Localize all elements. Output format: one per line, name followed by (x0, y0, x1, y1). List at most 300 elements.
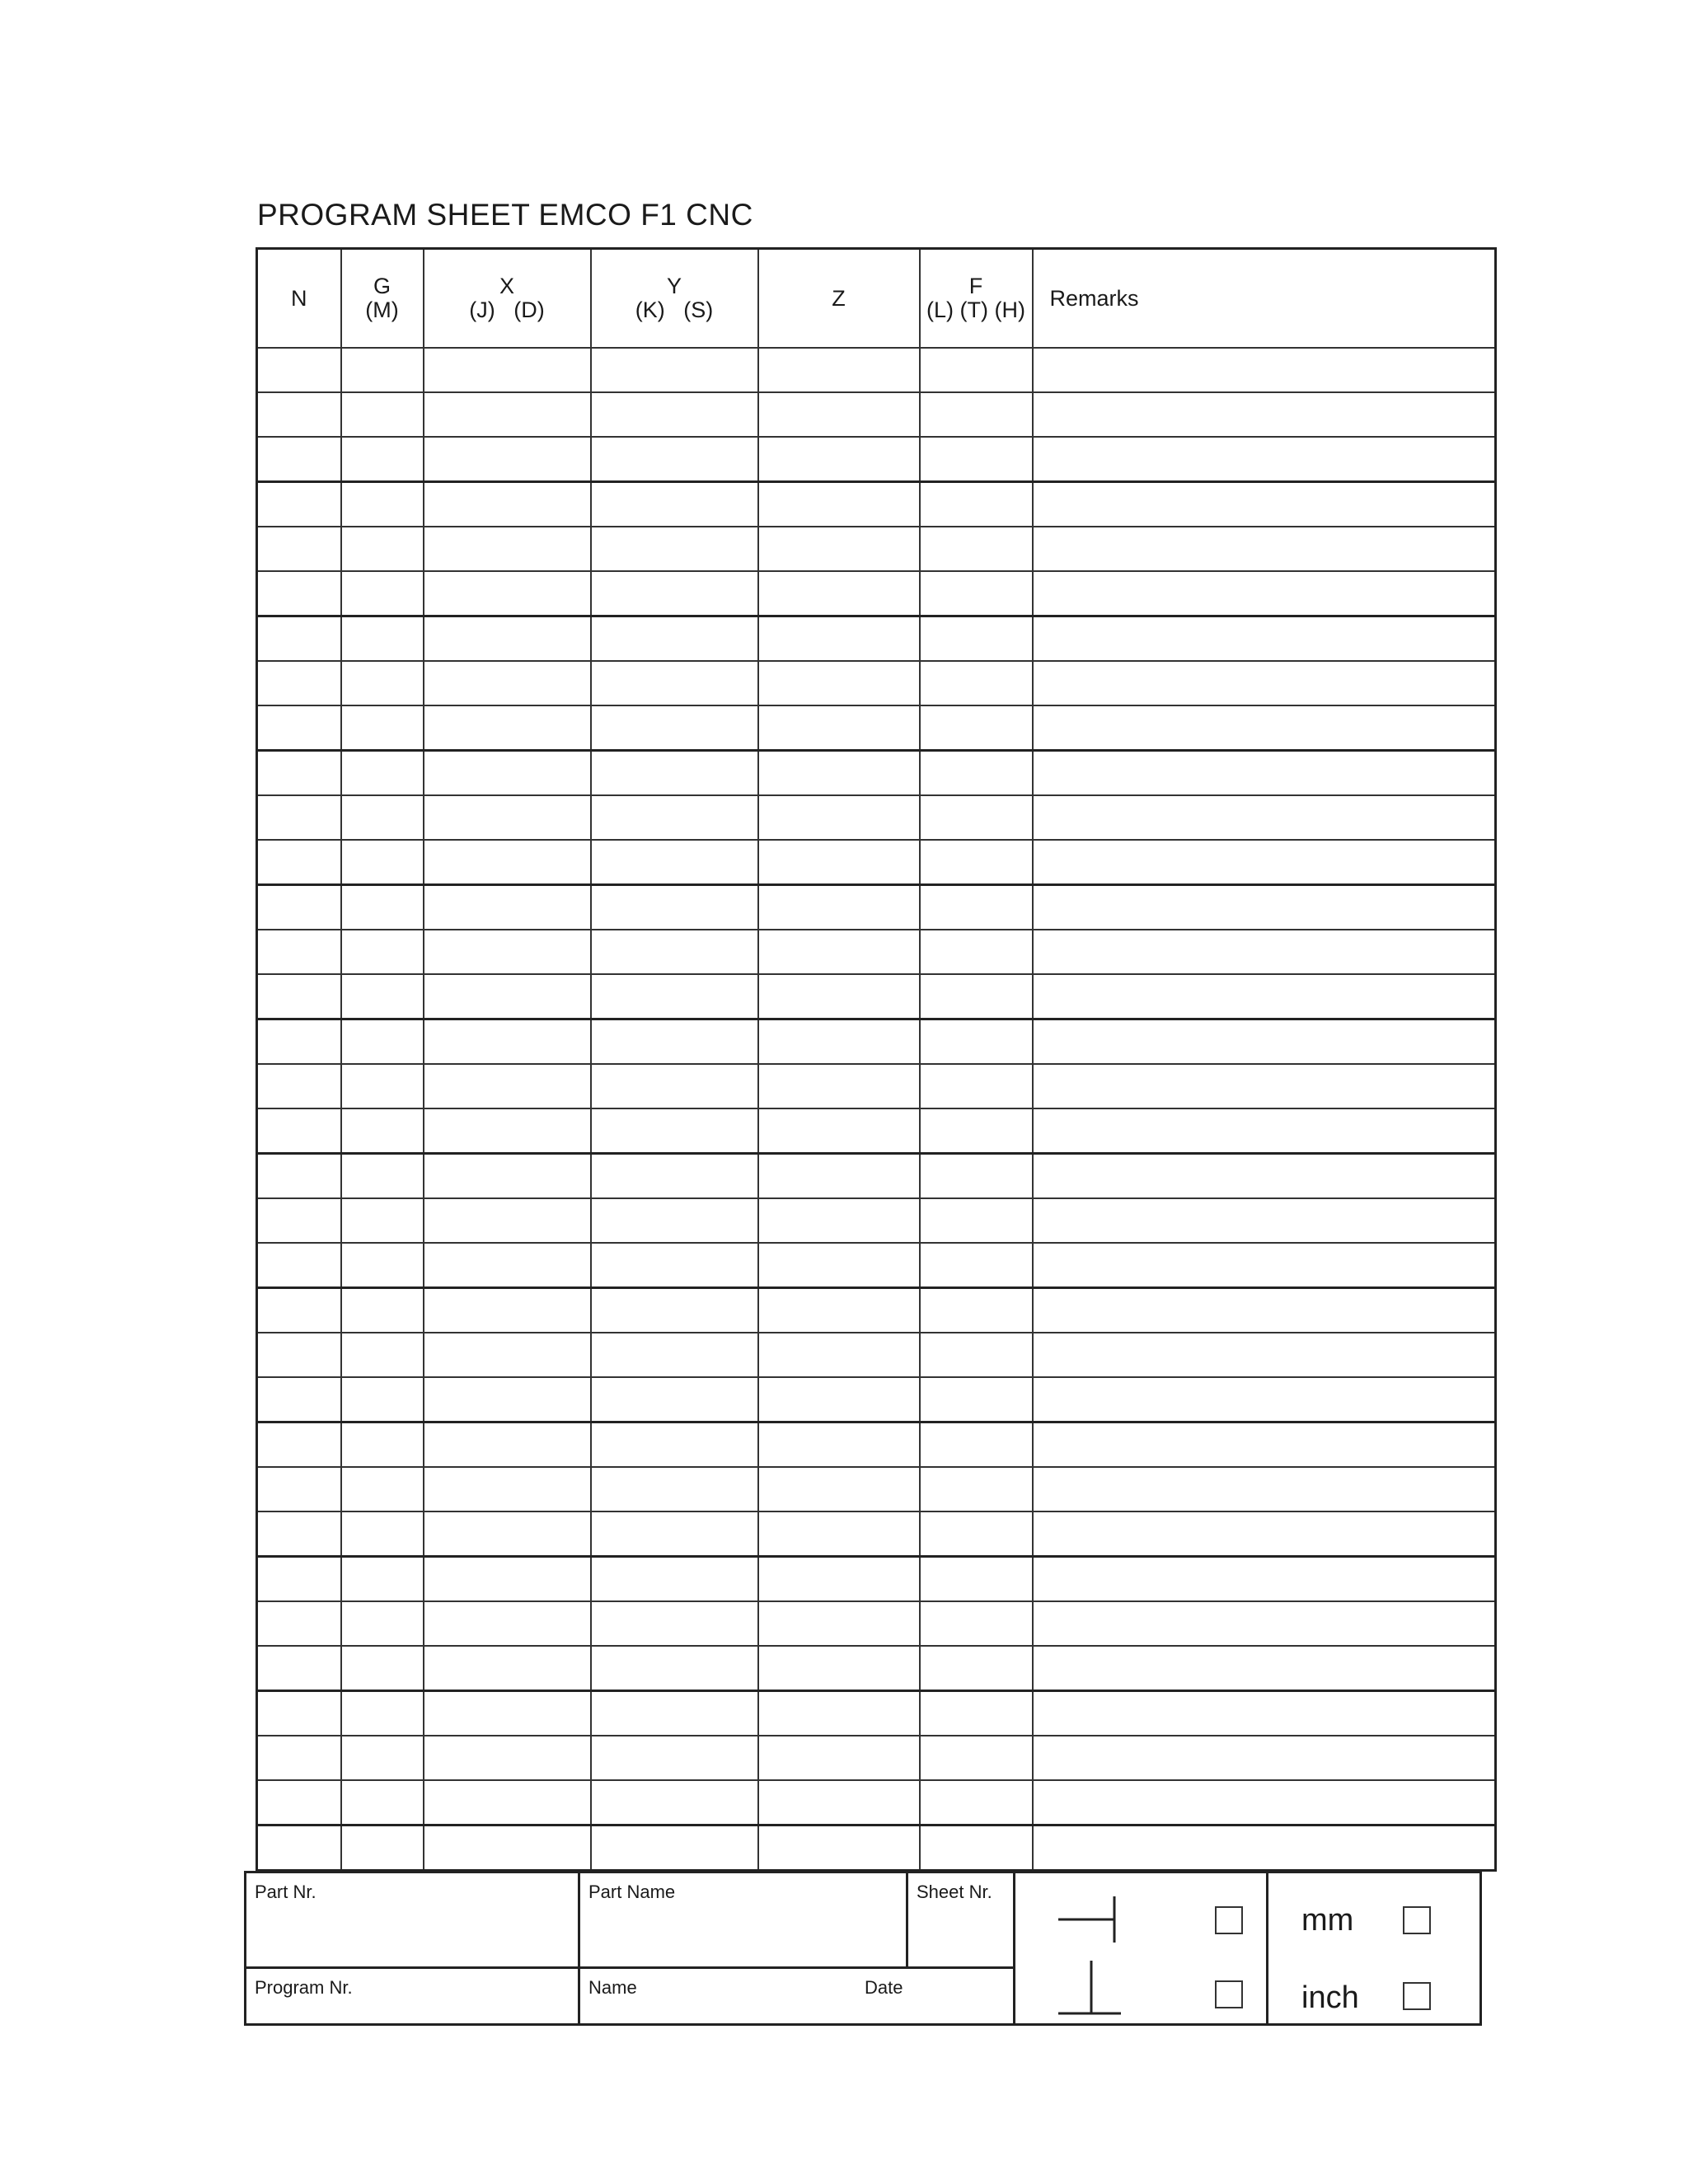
cell-z[interactable] (758, 1064, 920, 1108)
cell-x[interactable] (424, 751, 591, 796)
table-row (257, 1064, 1496, 1108)
table-row (257, 1377, 1496, 1422)
cell-f[interactable] (920, 1288, 1033, 1333)
cell-z[interactable] (758, 705, 920, 751)
cell-z[interactable] (758, 392, 920, 437)
horizontal-tool-axis-icon (1058, 1961, 1124, 2018)
cell-n[interactable] (257, 1333, 341, 1377)
cell-x[interactable] (424, 348, 591, 392)
table-row (257, 571, 1496, 616)
col-header-n: N (257, 249, 341, 349)
cell-g[interactable] (341, 1019, 424, 1065)
cell-z[interactable] (758, 1557, 920, 1602)
table-row (257, 1019, 1496, 1065)
cell-remarks[interactable] (1033, 661, 1496, 705)
cell-n[interactable] (257, 1019, 341, 1065)
inch-checkbox[interactable] (1403, 1982, 1431, 2010)
cell-n[interactable] (257, 1736, 341, 1780)
col-header-remarks: Remarks (1033, 249, 1496, 349)
cell-f[interactable] (920, 840, 1033, 885)
cell-remarks[interactable] (1033, 1019, 1496, 1065)
cell-remarks[interactable] (1033, 1377, 1496, 1422)
cell-n[interactable] (257, 616, 341, 662)
cell-g[interactable] (341, 1511, 424, 1557)
cell-g[interactable] (341, 1288, 424, 1333)
cell-n[interactable] (257, 1511, 341, 1557)
cell-g[interactable] (341, 437, 424, 482)
cell-x[interactable] (424, 1736, 591, 1780)
cell-f[interactable] (920, 1377, 1033, 1422)
cell-g[interactable] (341, 1646, 424, 1691)
cell-g[interactable] (341, 1825, 424, 1871)
cell-remarks[interactable] (1033, 1691, 1496, 1736)
cell-f[interactable] (920, 616, 1033, 662)
cell-remarks[interactable] (1033, 392, 1496, 437)
cell-x[interactable] (424, 974, 591, 1019)
cell-remarks[interactable] (1033, 616, 1496, 662)
cell-g[interactable] (341, 1601, 424, 1646)
cell-y[interactable] (591, 1691, 758, 1736)
cell-f[interactable] (920, 661, 1033, 705)
table-row (257, 795, 1496, 840)
cell-n[interactable] (257, 1064, 341, 1108)
cell-y[interactable] (591, 1467, 758, 1511)
cell-n[interactable] (257, 348, 341, 392)
cell-f[interactable] (920, 437, 1033, 482)
cell-x[interactable] (424, 840, 591, 885)
cell-x[interactable] (424, 392, 591, 437)
cell-remarks[interactable] (1033, 1467, 1496, 1511)
cell-z[interactable] (758, 1198, 920, 1243)
cell-x[interactable] (424, 482, 591, 527)
cell-z[interactable] (758, 437, 920, 482)
cell-n[interactable] (257, 795, 341, 840)
cell-y[interactable] (591, 482, 758, 527)
cell-x[interactable] (424, 1019, 591, 1065)
cell-n[interactable] (257, 571, 341, 616)
cell-g[interactable] (341, 527, 424, 571)
cell-g[interactable] (341, 1108, 424, 1154)
part-nr-field[interactable] (246, 1873, 578, 1966)
cell-z[interactable] (758, 1691, 920, 1736)
table-row (257, 1333, 1496, 1377)
cell-f[interactable] (920, 1108, 1033, 1154)
footer-info-box (244, 1871, 1482, 2026)
cell-remarks[interactable] (1033, 1825, 1496, 1871)
cell-x[interactable] (424, 930, 591, 974)
col-header-z: Z (758, 249, 920, 349)
cell-g[interactable] (341, 661, 424, 705)
cell-z[interactable] (758, 930, 920, 974)
cell-y[interactable] (591, 1736, 758, 1780)
cell-z[interactable] (758, 1646, 920, 1691)
cell-x[interactable] (424, 1108, 591, 1154)
cell-x[interactable] (424, 1601, 591, 1646)
program-table (256, 247, 1497, 1872)
cell-y[interactable] (591, 1198, 758, 1243)
cell-y[interactable] (591, 1108, 758, 1154)
cell-g[interactable] (341, 840, 424, 885)
cell-n[interactable] (257, 1601, 341, 1646)
cell-f[interactable] (920, 1736, 1033, 1780)
cell-n[interactable] (257, 661, 341, 705)
cell-y[interactable] (591, 840, 758, 885)
cell-remarks[interactable] (1033, 705, 1496, 751)
cell-x[interactable] (424, 795, 591, 840)
cell-y[interactable] (591, 527, 758, 571)
cell-g[interactable] (341, 930, 424, 974)
cell-z[interactable] (758, 974, 920, 1019)
cell-x[interactable] (424, 1064, 591, 1108)
table-row (257, 661, 1496, 705)
cell-y[interactable] (591, 1243, 758, 1288)
cell-g[interactable] (341, 348, 424, 392)
table-row (257, 1422, 1496, 1468)
cell-z[interactable] (758, 840, 920, 885)
col-header-y: Y (K) (S) (591, 249, 758, 349)
cell-remarks[interactable] (1033, 1288, 1496, 1333)
table-row (257, 885, 1496, 930)
cell-f[interactable] (920, 1467, 1033, 1511)
cell-y[interactable] (591, 1601, 758, 1646)
cell-g[interactable] (341, 705, 424, 751)
cell-n[interactable] (257, 1780, 341, 1825)
cell-n[interactable] (257, 1198, 341, 1243)
table-row (257, 1691, 1496, 1736)
cell-remarks[interactable] (1033, 1511, 1496, 1557)
table-row (257, 1557, 1496, 1602)
cell-f[interactable] (920, 1243, 1033, 1288)
cell-x[interactable] (424, 1825, 591, 1871)
table-row (257, 751, 1496, 796)
cell-f[interactable] (920, 1019, 1033, 1065)
cell-remarks[interactable] (1033, 974, 1496, 1019)
cell-f[interactable] (920, 1511, 1033, 1557)
cell-n[interactable] (257, 1422, 341, 1468)
cell-f[interactable] (920, 1691, 1033, 1736)
cell-y[interactable] (591, 1377, 758, 1422)
cell-y[interactable] (591, 974, 758, 1019)
cell-remarks[interactable] (1033, 1601, 1496, 1646)
cell-n[interactable] (257, 1825, 341, 1871)
cell-g[interactable] (341, 1691, 424, 1736)
cell-x[interactable] (424, 1646, 591, 1691)
cell-g[interactable] (341, 1243, 424, 1288)
cell-g[interactable] (341, 1377, 424, 1422)
cell-remarks[interactable] (1033, 930, 1496, 974)
cell-x[interactable] (424, 1198, 591, 1243)
cell-g[interactable] (341, 751, 424, 796)
cell-n[interactable] (257, 885, 341, 930)
cell-n[interactable] (257, 1467, 341, 1511)
vertical-axis-checkbox[interactable] (1215, 1906, 1243, 1934)
cell-y[interactable] (591, 571, 758, 616)
cell-x[interactable] (424, 1557, 591, 1602)
cell-z[interactable] (758, 1333, 920, 1377)
cell-remarks[interactable] (1033, 1557, 1496, 1602)
table-row (257, 1511, 1496, 1557)
cell-y[interactable] (591, 1333, 758, 1377)
cell-remarks[interactable] (1033, 1646, 1496, 1691)
cell-g[interactable] (341, 1780, 424, 1825)
cell-remarks[interactable] (1033, 1108, 1496, 1154)
table-row (257, 527, 1496, 571)
cell-x[interactable] (424, 705, 591, 751)
col-header-g: G (M) (341, 249, 424, 349)
table-row (257, 1825, 1496, 1871)
cell-x[interactable] (424, 1511, 591, 1557)
cell-z[interactable] (758, 616, 920, 662)
cell-z[interactable] (758, 1825, 920, 1871)
cell-n[interactable] (257, 1154, 341, 1199)
cell-f[interactable] (920, 1198, 1033, 1243)
table-row (257, 840, 1496, 885)
cell-f[interactable] (920, 482, 1033, 527)
cell-y[interactable] (591, 1064, 758, 1108)
cell-y[interactable] (591, 795, 758, 840)
cell-n[interactable] (257, 527, 341, 571)
table-row (257, 1780, 1496, 1825)
cell-y[interactable] (591, 1557, 758, 1602)
cell-remarks[interactable] (1033, 840, 1496, 885)
cell-g[interactable] (341, 392, 424, 437)
table-row (257, 1467, 1496, 1511)
cell-n[interactable] (257, 974, 341, 1019)
cell-z[interactable] (758, 1288, 920, 1333)
cell-z[interactable] (758, 1736, 920, 1780)
cell-remarks[interactable] (1033, 885, 1496, 930)
cell-g[interactable] (341, 571, 424, 616)
cell-n[interactable] (257, 751, 341, 796)
cell-x[interactable] (424, 571, 591, 616)
table-row (257, 930, 1496, 974)
table-row (257, 1243, 1496, 1288)
cell-n[interactable] (257, 1557, 341, 1602)
name-date-field[interactable] (580, 1969, 1013, 2027)
cell-z[interactable] (758, 1422, 920, 1468)
cell-g[interactable] (341, 482, 424, 527)
cell-remarks[interactable] (1033, 348, 1496, 392)
cell-f[interactable] (920, 1064, 1033, 1108)
table-row (257, 1198, 1496, 1243)
cell-n[interactable] (257, 1243, 341, 1288)
cell-g[interactable] (341, 1333, 424, 1377)
cell-remarks[interactable] (1033, 437, 1496, 482)
cell-remarks[interactable] (1033, 1780, 1496, 1825)
cell-g[interactable] (341, 1198, 424, 1243)
cell-y[interactable] (591, 885, 758, 930)
cell-f[interactable] (920, 930, 1033, 974)
inch-label: inch (1301, 1980, 1359, 2015)
table-row (257, 482, 1496, 527)
cell-z[interactable] (758, 1467, 920, 1511)
cell-z[interactable] (758, 1780, 920, 1825)
cell-x[interactable] (424, 1691, 591, 1736)
cell-g[interactable] (341, 1736, 424, 1780)
cell-x[interactable] (424, 1154, 591, 1199)
table-row (257, 1646, 1496, 1691)
col-header-f: F (L) (T) (H) (920, 249, 1033, 349)
cell-y[interactable] (591, 1422, 758, 1468)
cell-f[interactable] (920, 1154, 1033, 1199)
cell-n[interactable] (257, 930, 341, 974)
table-row (257, 1601, 1496, 1646)
page-title: PROGRAM SHEET EMCO F1 CNC (257, 198, 753, 232)
cell-y[interactable] (591, 1780, 758, 1825)
cell-g[interactable] (341, 885, 424, 930)
cell-z[interactable] (758, 661, 920, 705)
cell-y[interactable] (591, 1825, 758, 1871)
cell-f[interactable] (920, 1333, 1033, 1377)
cell-y[interactable] (591, 1646, 758, 1691)
table-row (257, 705, 1496, 751)
cell-y[interactable] (591, 348, 758, 392)
cell-n[interactable] (257, 840, 341, 885)
cell-z[interactable] (758, 527, 920, 571)
cell-remarks[interactable] (1033, 1154, 1496, 1199)
cell-y[interactable] (591, 1288, 758, 1333)
sheet-nr-field[interactable] (908, 1873, 1013, 1966)
cell-remarks[interactable] (1033, 571, 1496, 616)
header-row (257, 249, 1496, 349)
cell-remarks[interactable] (1033, 1064, 1496, 1108)
cell-y[interactable] (591, 661, 758, 705)
cell-z[interactable] (758, 1108, 920, 1154)
part-nr-label: Part Nr. (255, 1882, 316, 1902)
cell-remarks[interactable] (1033, 1333, 1496, 1377)
cell-f[interactable] (920, 1646, 1033, 1691)
cell-n[interactable] (257, 482, 341, 527)
cell-f[interactable] (920, 1422, 1033, 1468)
cell-f[interactable] (920, 705, 1033, 751)
cell-f[interactable] (920, 392, 1033, 437)
cell-g[interactable] (341, 1422, 424, 1468)
program-nr-field[interactable] (246, 1969, 578, 2027)
cell-remarks[interactable] (1033, 795, 1496, 840)
cell-y[interactable] (591, 392, 758, 437)
cell-z[interactable] (758, 795, 920, 840)
cell-n[interactable] (257, 437, 341, 482)
cell-z[interactable] (758, 1019, 920, 1065)
name-label: Name (588, 1977, 637, 1998)
table-row (257, 437, 1496, 482)
table-row (257, 392, 1496, 437)
cell-x[interactable] (424, 616, 591, 662)
cell-f[interactable] (920, 527, 1033, 571)
table-row (257, 1736, 1496, 1780)
cell-g[interactable] (341, 974, 424, 1019)
table-row (257, 974, 1496, 1019)
cell-n[interactable] (257, 392, 341, 437)
cell-z[interactable] (758, 482, 920, 527)
cell-f[interactable] (920, 1825, 1033, 1871)
cell-n[interactable] (257, 1108, 341, 1154)
cell-x[interactable] (424, 437, 591, 482)
cell-x[interactable] (424, 1377, 591, 1422)
col-header-x: X (J) (D) (424, 249, 591, 349)
cell-z[interactable] (758, 1243, 920, 1288)
cell-f[interactable] (920, 348, 1033, 392)
part-name-field[interactable] (580, 1873, 906, 1966)
cell-z[interactable] (758, 571, 920, 616)
cell-n[interactable] (257, 1377, 341, 1422)
cell-y[interactable] (591, 930, 758, 974)
cell-n[interactable] (257, 1691, 341, 1736)
cell-z[interactable] (758, 1511, 920, 1557)
cell-f[interactable] (920, 1557, 1033, 1602)
cell-y[interactable] (591, 437, 758, 482)
cell-x[interactable] (424, 1288, 591, 1333)
cell-y[interactable] (591, 616, 758, 662)
cell-f[interactable] (920, 795, 1033, 840)
cell-g[interactable] (341, 616, 424, 662)
cell-remarks[interactable] (1033, 1422, 1496, 1468)
cell-remarks[interactable] (1033, 482, 1496, 527)
mm-label: mm (1301, 1903, 1354, 1938)
cell-f[interactable] (920, 1780, 1033, 1825)
cell-remarks[interactable] (1033, 527, 1496, 571)
cell-x[interactable] (424, 1243, 591, 1288)
cell-g[interactable] (341, 1557, 424, 1602)
cell-f[interactable] (920, 885, 1033, 930)
cell-remarks[interactable] (1033, 1243, 1496, 1288)
cell-f[interactable] (920, 974, 1033, 1019)
part-name-label: Part Name (588, 1882, 676, 1902)
cell-x[interactable] (424, 1333, 591, 1377)
cell-g[interactable] (341, 795, 424, 840)
cell-f[interactable] (920, 571, 1033, 616)
cell-g[interactable] (341, 1467, 424, 1511)
cell-z[interactable] (758, 885, 920, 930)
sheet-nr-label: Sheet Nr. (917, 1882, 992, 1902)
cell-y[interactable] (591, 705, 758, 751)
cell-x[interactable] (424, 1467, 591, 1511)
cell-x[interactable] (424, 661, 591, 705)
cell-n[interactable] (257, 1646, 341, 1691)
cell-y[interactable] (591, 751, 758, 796)
cell-z[interactable] (758, 1154, 920, 1199)
table-row (257, 1154, 1496, 1199)
cell-remarks[interactable] (1033, 1736, 1496, 1780)
cell-x[interactable] (424, 1422, 591, 1468)
table-row (257, 348, 1496, 392)
table-row (257, 1108, 1496, 1154)
cell-y[interactable] (591, 1154, 758, 1199)
cell-n[interactable] (257, 705, 341, 751)
cell-z[interactable] (758, 348, 920, 392)
table-row (257, 616, 1496, 662)
cell-x[interactable] (424, 885, 591, 930)
cell-z[interactable] (758, 751, 920, 796)
cell-y[interactable] (591, 1019, 758, 1065)
cell-remarks[interactable] (1033, 1198, 1496, 1243)
cell-remarks[interactable] (1033, 751, 1496, 796)
cell-y[interactable] (591, 1511, 758, 1557)
cell-z[interactable] (758, 1601, 920, 1646)
cell-g[interactable] (341, 1064, 424, 1108)
vertical-tool-axis-icon (1058, 1895, 1124, 1944)
cell-f[interactable] (920, 1601, 1033, 1646)
horizontal-axis-checkbox[interactable] (1215, 1980, 1243, 2008)
date-label: Date (865, 1977, 903, 1998)
cell-x[interactable] (424, 1780, 591, 1825)
cell-g[interactable] (341, 1154, 424, 1199)
cell-f[interactable] (920, 751, 1033, 796)
cell-x[interactable] (424, 527, 591, 571)
mm-checkbox[interactable] (1403, 1906, 1431, 1934)
cell-z[interactable] (758, 1377, 920, 1422)
cell-n[interactable] (257, 1288, 341, 1333)
